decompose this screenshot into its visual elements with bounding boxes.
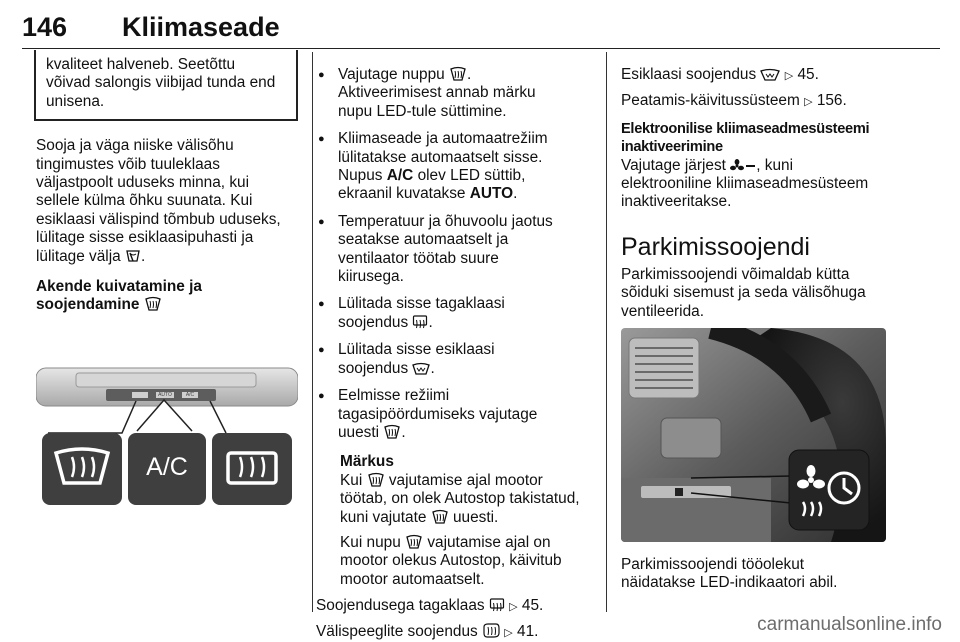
windscreen-defrost-icon [431, 509, 449, 525]
page-ref-arrow-icon: ▷ [504, 626, 513, 639]
windscreen-defrost-icon [383, 424, 401, 440]
note-text: kuni vajutate [340, 508, 427, 526]
para-line: lülitage sisse esiklaasipuhasti ja [36, 229, 254, 247]
column-divider [606, 52, 607, 612]
item-text: . [513, 185, 518, 203]
list-item [316, 213, 596, 287]
windscreen-defrost-icon [405, 534, 423, 550]
ac-button-label: A/C [146, 453, 188, 481]
list-item: ● Vajutage nuppu . Aktiveerimisest annab märku nupu LED-tule süttimine. [316, 66, 596, 121]
photo-caption [621, 556, 891, 593]
windscreen-heating-icon [412, 362, 430, 376]
para-line: lülitage välja [36, 247, 121, 265]
intro-paragraph: Sooja ja väga niiske välisõhu tingimustes võib tuuleklaas väljastpoolt uduseks minna, kui sellele külma õhku suunata. Kui esiklaasi välispind tõmbub uduseks, lülitage sisse esiklaasipuhasti ja lülitage välja . [36, 137, 298, 266]
page-ref-link[interactable]: 41. [517, 622, 539, 640]
panel-ac-label: A/C [185, 392, 195, 398]
auto-label: AUTO [469, 185, 514, 203]
page-number: 146 [22, 12, 68, 42]
rear-window-heating-icon [489, 597, 505, 613]
note-text: töötab, on olek Autostop takistatud, [340, 490, 580, 508]
note-text: Kui nupu [340, 533, 401, 551]
rear-window-heating-icon [412, 314, 428, 330]
para-line: esiklaasi välispind tõmbub uduseks, [36, 210, 281, 228]
list-item [316, 295, 596, 332]
item-text: Aktiveerimisest annab märku [338, 84, 536, 102]
body-text: , kuni [756, 156, 794, 174]
page-ref-arrow-icon: ▷ [784, 70, 794, 82]
steps-list [316, 66, 596, 442]
wiper-icon [125, 248, 141, 264]
mirror-reference [316, 623, 596, 642]
box-line: võivad salongis viibijad tunda end [46, 74, 276, 92]
body-text: sõiduki sisemust ja seda välisõhuga [621, 284, 866, 302]
ref-text: Soojendusega tagaklaas [316, 597, 485, 615]
caption-text: Parkimissoojendi tööolekut [621, 556, 805, 573]
watermark: carmanualsonline.info [757, 614, 942, 635]
item-text: tagasipöördumiseks vajutage [338, 405, 538, 423]
item-text: . [401, 423, 406, 441]
body-text: ventileerida. [621, 302, 704, 320]
ref-text: Välispeeglite soojendus [316, 622, 478, 640]
section-heading [36, 278, 298, 315]
page-ref-link[interactable]: 45. [521, 597, 544, 615]
parking-heater-photo [621, 328, 886, 542]
heading-line: soojendamine [36, 296, 140, 314]
section-title: Parkimissoojendi [621, 232, 810, 261]
box-line: kvaliteet halveneb. Seetõttu [46, 56, 236, 73]
column-left [36, 50, 298, 315]
page-ref-link[interactable]: 156. [816, 92, 847, 110]
rear-window-reference [316, 597, 596, 616]
item-text: Vajutage nuppu [338, 66, 445, 83]
para-line: Sooja ja väga niiske välisõhu [36, 137, 234, 155]
page-header [22, 4, 940, 46]
note-text: vajutamise ajal mootor [388, 471, 543, 489]
item-text: soojendus [338, 359, 409, 377]
windscreen-heating-icon [760, 68, 780, 82]
box-line: unisena. [46, 92, 105, 110]
fan-off-icon [730, 159, 756, 173]
item-text: nupu LED-tule süttimine. [338, 102, 507, 120]
heading-line: inaktiveerimine [621, 139, 723, 156]
climate-control-figure [36, 365, 298, 507]
heading-line: Akende kuivatamine ja [36, 278, 202, 296]
interior-illustration [621, 328, 886, 542]
item-text: ventilaator töötab suure [338, 249, 499, 267]
column-right [621, 66, 891, 321]
note-text: mootor olekus Autostop, käivitub [340, 552, 562, 570]
heading-line: Elektroonilise kliimaseadmesüsteemi [621, 120, 870, 137]
para-line: tingimustes võib tuuleklaas [36, 155, 220, 173]
mirror-heating-icon [482, 623, 500, 639]
section-heading [621, 120, 891, 157]
list-item [316, 341, 596, 378]
ac-label: A/C [386, 167, 414, 185]
body-text: Vajutage järjest [621, 156, 726, 174]
body-text: inaktiveeritakse. [621, 193, 732, 211]
page-ref-link[interactable]: 45. [797, 66, 819, 83]
item-text: ekraanil kuvatakse [338, 185, 466, 203]
item-text: seatakse automaatselt ja [338, 231, 509, 249]
ref-text: Esiklaasi soojendus [621, 66, 757, 83]
page-ref-arrow-icon: ▷ [804, 96, 813, 109]
ref-text: Peatamis-käivitussüsteem [621, 92, 800, 110]
note-text: vajutamise ajal on [427, 533, 551, 551]
body-text: elektrooniline kliimaseadmesüsteem [621, 175, 869, 193]
item-text: ● Lülitada sisse esiklaasi [338, 341, 495, 359]
item-text: ● Kliimaseade ja automaatrežiim [338, 130, 548, 148]
caption-text: näidatakse LED-indikaatori abil. [621, 574, 838, 592]
list-item [316, 387, 596, 442]
note-text: Kui [340, 471, 363, 489]
note-paragraph-2 [316, 534, 596, 589]
panel-auto-label: AUTO [158, 392, 172, 398]
list-item [316, 130, 596, 204]
para-line: väljastpoolt uduseks minna, kui [36, 174, 250, 192]
item-text: Nupus [338, 167, 383, 185]
stop-start-reference [621, 92, 891, 111]
item-text: kiirusega. [338, 268, 404, 286]
item-text: ● Lülitada sisse tagaklaasi [338, 295, 505, 313]
windscreen-reference [621, 66, 891, 85]
para-line: sellele külma õhku suunata. Kui [36, 192, 253, 210]
note-title: Märkus [340, 453, 394, 471]
item-text: . [430, 359, 435, 377]
page-ref-arrow-icon: ▷ [509, 601, 518, 614]
item-text: ● Eelmisse režiimi [338, 387, 450, 405]
item-text: olev LED süttib, [417, 167, 526, 185]
item-text: uuesti [338, 423, 380, 441]
climate-panel-illustration [36, 365, 298, 507]
note-paragraph [316, 472, 596, 527]
column-divider [312, 52, 313, 612]
windscreen-defrost-icon [144, 296, 162, 312]
note-text: uuesti. [452, 508, 499, 526]
note-text: mootor automaatselt. [340, 570, 485, 588]
item-text: . [428, 313, 433, 331]
warning-box [34, 50, 298, 121]
column-middle [316, 66, 596, 642]
item-text: soojendus [338, 313, 409, 331]
header-rule [22, 48, 940, 49]
windscreen-defrost-icon [449, 66, 467, 82]
body-text: Parkimissoojendi võimaldab kütta [621, 265, 850, 283]
page-title: Kliimaseade [122, 12, 280, 42]
windscreen-defrost-icon [367, 472, 385, 488]
item-text: ● Temperatuur ja õhuvoolu jaotus [338, 212, 553, 230]
item-text: lülitatakse automaatselt sisse. [338, 148, 543, 166]
